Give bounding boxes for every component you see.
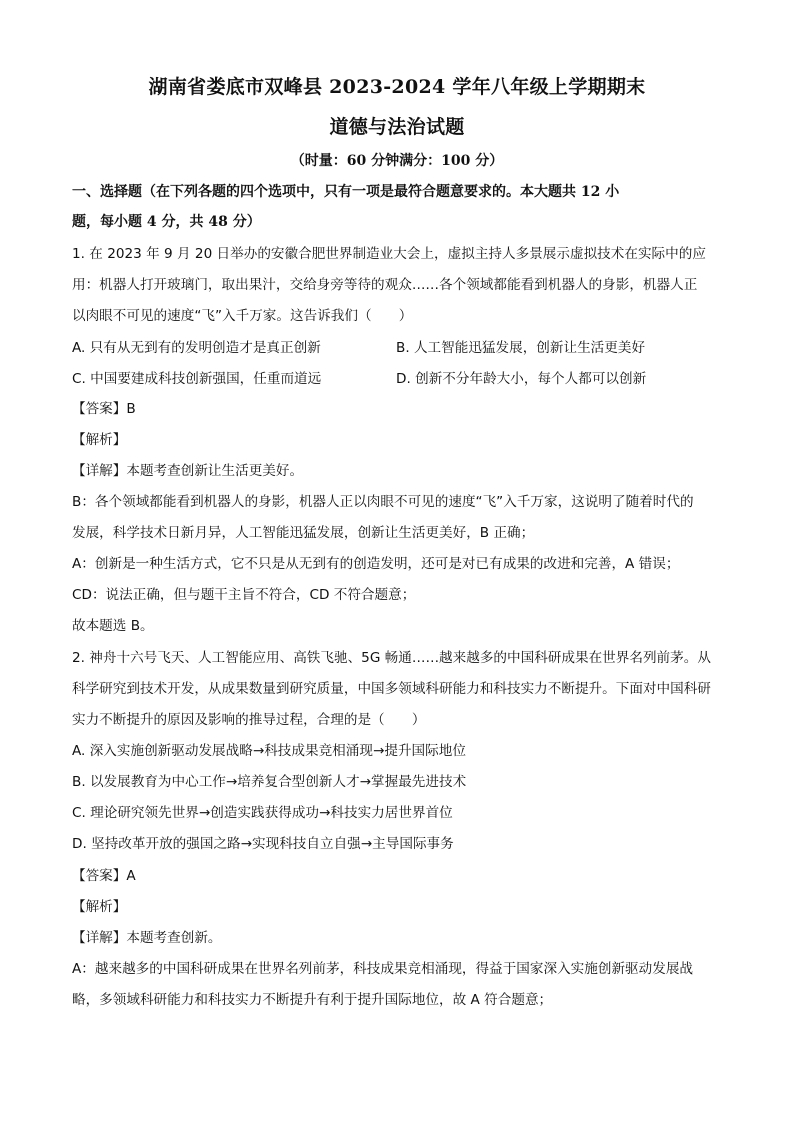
q1-explanation-cd: CD：说法正确，但与题干主旨不符合，CD 不符合题意； — [72, 587, 416, 603]
document-subject: 道德与法治试题 — [329, 116, 465, 138]
q1-stem: 以肉眼不可见的速度“飞”入千万家。这告诉我们（ ） — [72, 308, 413, 324]
q2-option-c: C. 理论研究领先世界→创造实践获得成功→科技实力居世界首位 — [72, 805, 453, 821]
q1-option-a: A. 只有从无到有的发明创造才是真正创新 — [72, 340, 321, 356]
q1-explanation-b: 发展，科学技术日新月异，人工智能迅猛发展，创新让生活更美好，B 正确； — [72, 525, 535, 541]
q2-stem: 2. 神舟十六号飞天、人工智能应用、高铁飞驰、5G 畅通……越来越多的中国科研成果在世界名列前茅。从 — [72, 650, 711, 666]
q1-stem: 1. 在 2023 年 9 月 20 日举办的安徽合肥世界制造业大会上，虚拟主持人多景展示虚拟技术在实际中的应 — [72, 246, 706, 262]
q1-explanation-b: B：各个领域都能看到机器人的身影，机器人正以肉眼不可见的速度“飞”入千万家，这说明了随着时代的 — [72, 494, 694, 510]
q1-detail: 【详解】本题考查创新让生活更美好。 — [72, 463, 304, 479]
q2-option-b: B. 以发展教育为中心工作→培养复合型创新人才→掌握最先进技术 — [72, 774, 467, 790]
q1-explanation-a: A：创新是一种生活方式，它不只是从无到有的创造发明，还可是对已有成果的改进和完善，A 错误； — [72, 556, 680, 572]
section-heading: 一、选择题（在下列各题的四个选项中，只有一项是最符合题意要求的。本大题共 12 小 — [72, 184, 620, 200]
q1-option-b: B. 人工智能迅猛发展，创新让生活更美好 — [396, 340, 646, 356]
section-heading-cont: 题，每小题 4 分，共 48 分） — [72, 214, 261, 230]
q2-stem: 科学研究到技术开发，从成果数量到研究质量，中国多领域科研能力和科技实力不断提升。下面对中国科研 — [72, 681, 711, 697]
q1-option-c: C. 中国要建成科技创新强国，任重而道远 — [72, 371, 322, 387]
q1-conclusion: 故本题选 B。 — [72, 618, 154, 634]
q1-answer: 【答案】B — [72, 401, 136, 417]
q2-detail: 【详解】本题考查创新。 — [72, 930, 222, 946]
q2-stem: 实力不断提升的原因及影响的推导过程，合理的是（ ） — [72, 712, 426, 728]
exam-meta: （时量：60 分钟满分：100 分） — [290, 153, 504, 169]
q2-answer: 【答案】A — [72, 868, 136, 884]
q1-stem: 用：机器人打开玻璃门，取出果汁，交给身旁等待的观众……各个领域都能看到机器人的身影，机器人正 — [72, 277, 698, 293]
q1-option-d: D. 创新不分年龄大小，每个人都可以创新 — [396, 371, 647, 387]
q2-option-a: A. 深入实施创新驱动发展战略→科技成果竞相涌现→提升国际地位 — [72, 743, 466, 759]
document-title: 湖南省娄底市双峰县 2023-2024 学年八年级上学期期末 — [148, 76, 646, 98]
q2-analysis-label: 【解析】 — [72, 899, 127, 915]
q2-explanation-a: 略，多领域科研能力和科技实力不断提升有利于提升国际地位，故 A 符合题意； — [72, 992, 553, 1008]
q1-analysis-label: 【解析】 — [72, 432, 127, 448]
q2-option-d: D. 坚持改革开放的强国之路→实现科技自立自强→主导国际事务 — [72, 836, 454, 852]
q2-explanation-a: A：越来越多的中国科研成果在世界名列前茅，科技成果竞相涌现，得益于国家深入实施创新驱动发展战 — [72, 961, 694, 977]
